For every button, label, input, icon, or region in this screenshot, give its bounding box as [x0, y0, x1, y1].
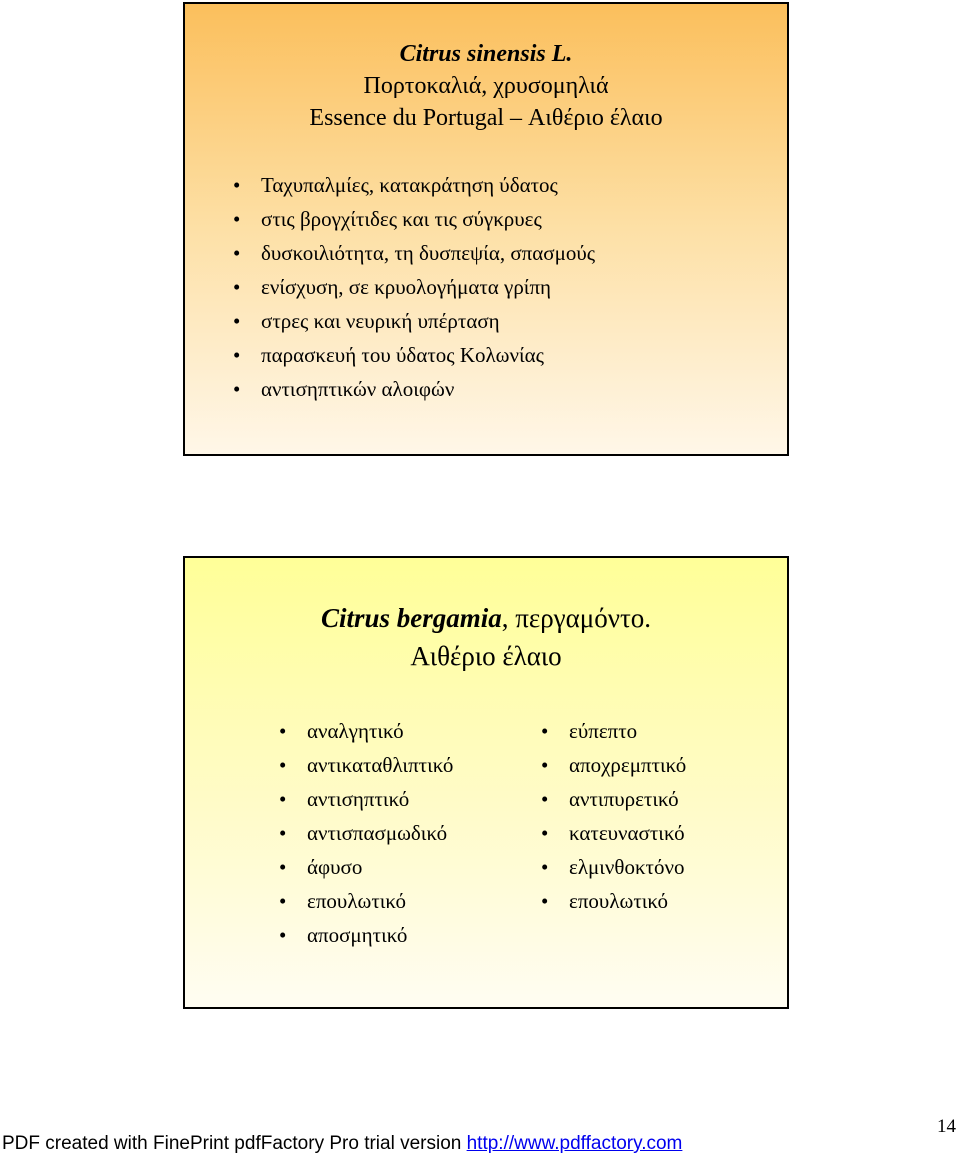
slide-citrus-bergamia [183, 556, 789, 1009]
bullet-item: • αντισπασμωδικό [279, 816, 453, 850]
properties-left-list [279, 714, 453, 952]
bullet-item: • δυσκοιλιότητα, τη δυσπεψία, σπασμούς [233, 236, 595, 270]
footer-link[interactable]: http://www.pdffactory.com [466, 1133, 683, 1154]
bullet-item: • παρασκευή του ύδατος Κολωνίας [233, 338, 595, 372]
bullet-item: • ενίσχυση, σε κρυολογήματα γρίπη [233, 270, 595, 304]
bullet-item: • κατευναστικό [541, 816, 686, 850]
slide-title-latin: Citrus bergamia [320, 603, 502, 633]
uses-bullet-list [233, 168, 595, 406]
bullet-item: • ελμινθοκτόνο [541, 850, 686, 884]
bullet-item: • αντισηπτικών αλοιφών [233, 372, 595, 406]
pdf-footer [2, 1131, 682, 1157]
bullet-item: • εύπεπτο [541, 714, 686, 748]
slide-title-bergamia [185, 599, 787, 637]
footer-text: PDF created with FinePrint pdfFactory Pro trial version [2, 1133, 467, 1154]
slide-title-essence: Essence du Portugal – Αιθέριο έλαιο [309, 105, 663, 131]
bullet-item: • στρες και νευρική υπέρταση [233, 304, 595, 338]
properties-right-list [541, 714, 686, 918]
bullet-item: • αποσμητικό [279, 918, 453, 952]
bullet-item: • στις βρογχίτιδες και τις σύγκρυες [233, 202, 595, 236]
slide-title-essential-oil: Αιθέριο έλαιο [410, 641, 562, 671]
bullet-item: • αντικαταθλιπτικό [279, 748, 453, 782]
bullet-item: • άφυσο [279, 850, 453, 884]
bullet-item: • αποχρεμπτικό [541, 748, 686, 782]
page-number: 14 [937, 1116, 956, 1137]
slide-title-common-names: Πορτοκαλιά, χρυσομηλιά [363, 73, 609, 99]
bullet-item: • Ταχυπαλμίες, κατακράτηση ύδατος [233, 168, 595, 202]
bullet-item: • επουλωτικό [541, 884, 686, 918]
slide-title-latin: Citrus sinensis L. [399, 41, 573, 67]
slide-title-common-name: , περγαμόντο. [501, 603, 652, 633]
bullet-item: • αντισηπτικό [279, 782, 453, 816]
bullet-item: • αντιπυρετικό [541, 782, 686, 816]
slide-citrus-sinensis [183, 2, 789, 456]
bullet-item: • αναλγητικό [279, 714, 453, 748]
bullet-item: • επουλωτικό [279, 884, 453, 918]
